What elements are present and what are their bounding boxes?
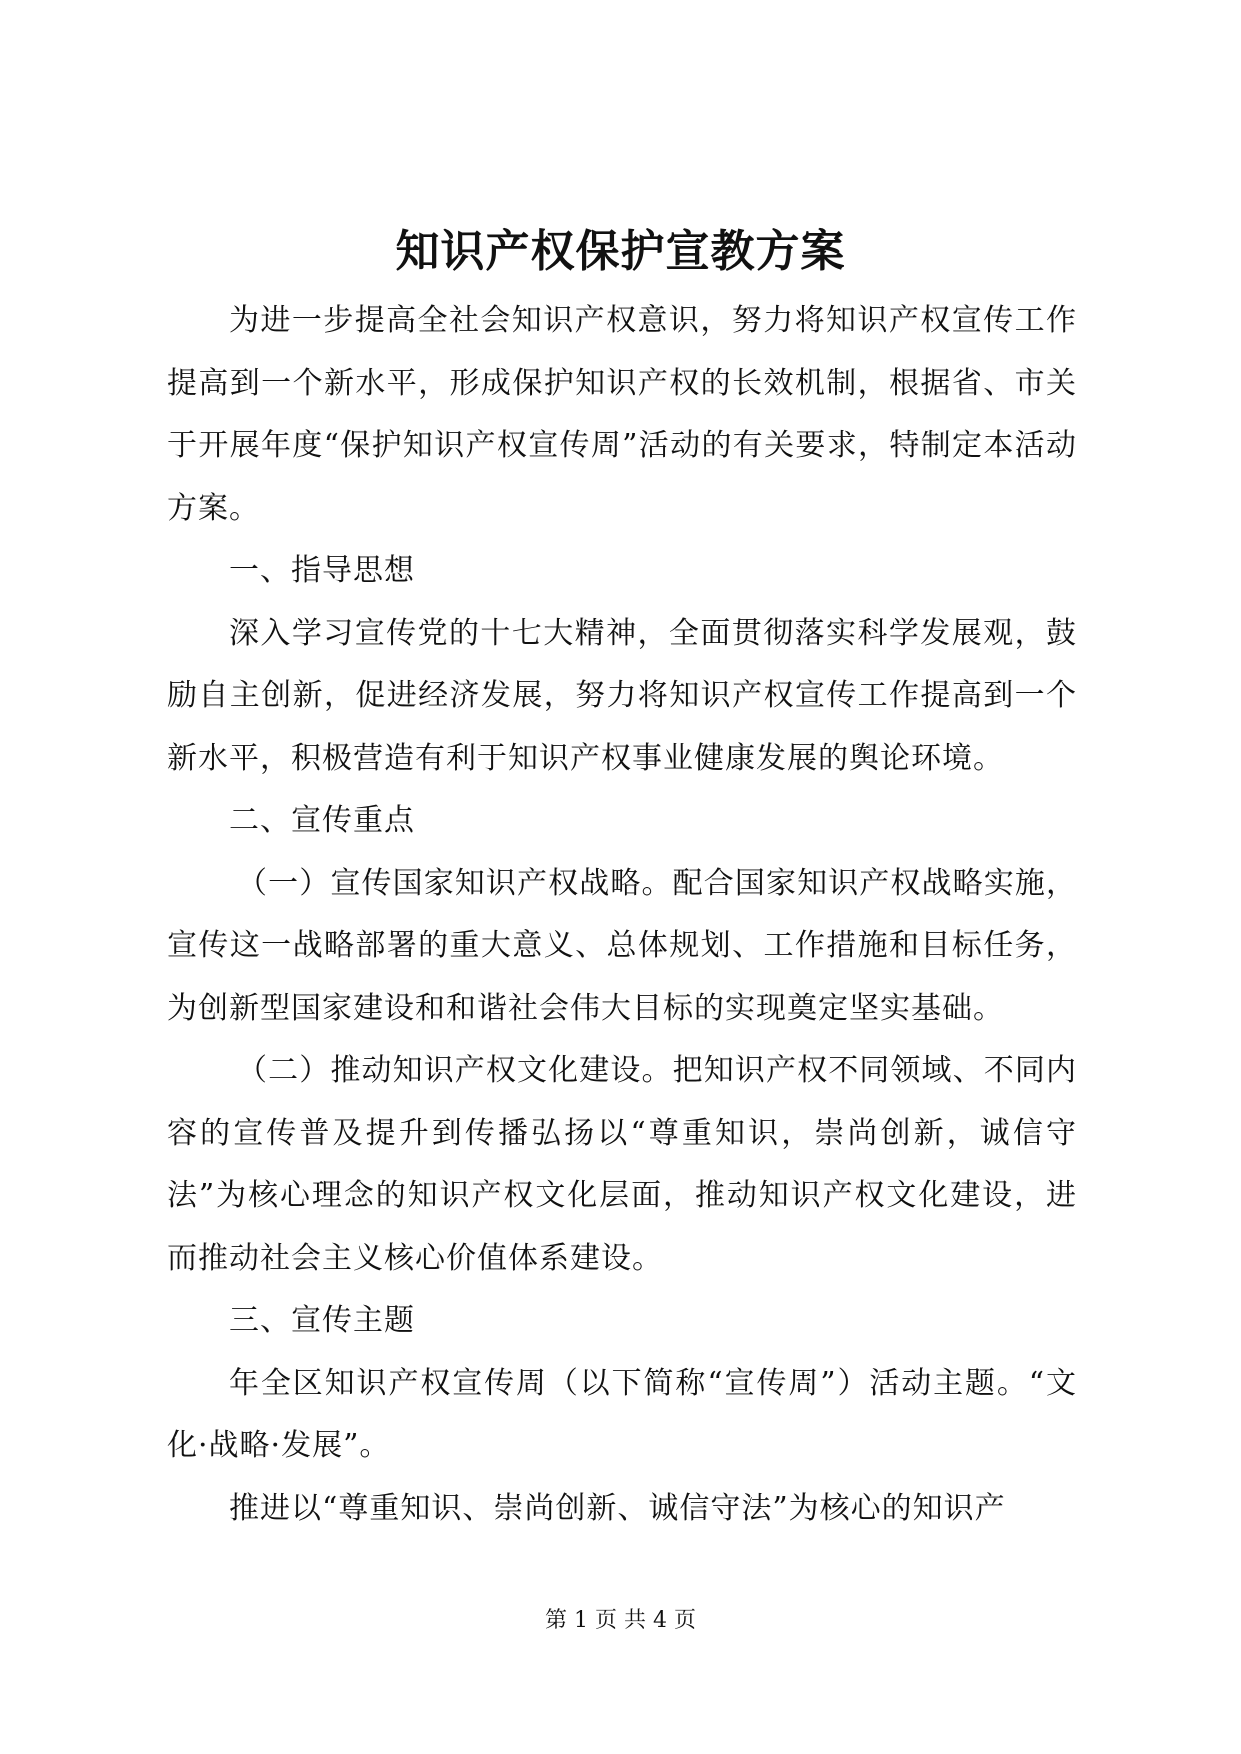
publicity-focus-item-1: （一）宣传国家知识产权战略。配合国家知识产权战略实施，宣传这一战略部署的重大意义、总体规划、工作措施和目标任务，为创新型国家建设和和谐社会伟大目标的实现奠定坚实基础。: [167, 865, 1077, 1026]
publicity-theme-paragraph: 年全区知识产权宣传周（以下简称“宣传周”）活动主题。“文化·战略·发展”。: [167, 1365, 1077, 1463]
section-heading-publicity-focus: 二、宣传重点: [229, 803, 415, 838]
intro-paragraph: 为进一步提高全社会知识产权意识，努力将知识产权宣传工作提高到一个新水平，形成保护知识产权的长效机制，根据省、市关于开展年度“保护知识产权宣传周”活动的有关要求，特制定本活动方案。: [167, 303, 1077, 526]
guiding-ideology-paragraph: 深入学习宣传党的十七大精神，全面贯彻落实科学发展观，鼓励自主创新，促进经济发展，努力将知识产权宣传工作提高到一个新水平，积极营造有利于知识产权事业健康发展的舆论环境。: [167, 615, 1077, 776]
section-heading-guiding-ideology: 一、指导思想: [229, 553, 415, 588]
promotion-paragraph: 推进以“尊重知识、崇尚创新、诚信守法”为核心的知识产: [229, 1490, 1006, 1526]
publicity-focus-item-2: （二）推动知识产权文化建设。把知识产权不同领域、不同内容的宣传普及提升到传播弘扬以“尊重知识，崇尚创新，诚信守法”为核心理念的知识产权文化层面，推动知识产权文化建设，进而推动社会主义核心价值体系建设。: [167, 1053, 1077, 1276]
page-number-footer: 第 1 页 共 4 页: [545, 1608, 696, 1633]
section-heading-publicity-theme: 三、宣传主题: [229, 1303, 415, 1338]
document-body: [167, 290, 1077, 1540]
document-title: 知识产权保护宣教方案: [395, 226, 846, 277]
